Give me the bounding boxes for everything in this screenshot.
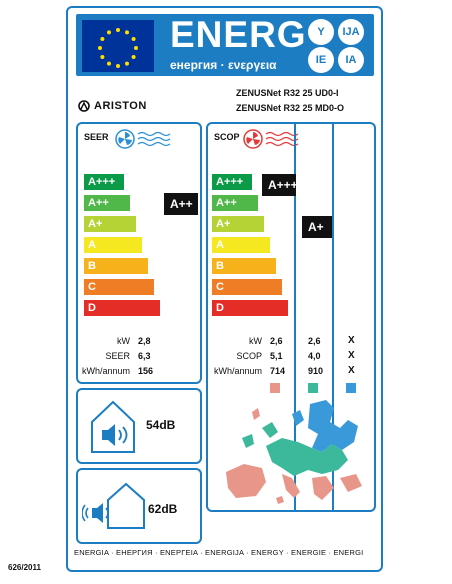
scop-kw-warm: 2,6 bbox=[270, 336, 283, 346]
brand-name: ARISTON bbox=[94, 100, 147, 112]
regulation-number: 626/2011 bbox=[8, 563, 41, 572]
scop-scop-warm: 5,1 bbox=[270, 351, 283, 361]
model-indoor: ZENUSNet R32 25 UD0-I bbox=[236, 88, 339, 98]
outdoor-noise-icon bbox=[82, 478, 148, 536]
lang-badge-ia: IA bbox=[338, 47, 364, 73]
scop-kwh-warm: 714 bbox=[270, 366, 286, 376]
energy-subtitle: енергия · ενεργεια bbox=[170, 58, 277, 72]
zone-cold-swatch bbox=[346, 383, 356, 393]
seer-class-a-plus-plus: A++ bbox=[84, 195, 130, 211]
energy-label bbox=[8, 6, 383, 572]
scop-class-a-plus: A+ bbox=[212, 216, 264, 232]
scop-kwh-cold: X bbox=[348, 365, 355, 376]
zone-average-swatch bbox=[308, 383, 318, 393]
seer-class-d: D bbox=[84, 300, 160, 316]
seer-seer-label: SEER bbox=[105, 351, 130, 361]
europe-climate-map-icon bbox=[222, 398, 368, 508]
noise-indoor-panel bbox=[76, 388, 202, 464]
outdoor-noise-value: 62dB bbox=[148, 502, 178, 516]
seer-class-a-plus: A+ bbox=[84, 216, 136, 232]
heating-fan-icon bbox=[242, 128, 300, 150]
seer-title: SEER bbox=[84, 132, 109, 142]
scop-class-c: C bbox=[212, 279, 282, 295]
scop-kwh-label: kWh/annum bbox=[213, 366, 262, 376]
seer-class-b: B bbox=[84, 258, 148, 274]
scop-kw-cold: X bbox=[348, 335, 355, 346]
indoor-noise-icon bbox=[88, 396, 138, 456]
scop-scop-label: SCOP bbox=[236, 351, 262, 361]
seer-rating-arrow: A++ bbox=[164, 193, 198, 215]
lang-badge-y: Y bbox=[308, 19, 334, 45]
seer-class-c: C bbox=[84, 279, 154, 295]
scop-kw-average: 2,6 bbox=[308, 336, 321, 346]
indoor-noise-value: 54dB bbox=[146, 418, 176, 432]
scop-scop-cold: X bbox=[348, 350, 355, 361]
lang-badge-ie: IE bbox=[308, 47, 334, 73]
scop-class-a: A bbox=[212, 237, 270, 253]
seer-seer-value: 6,3 bbox=[138, 351, 151, 361]
noise-outdoor-panel bbox=[76, 468, 202, 544]
seer-panel bbox=[76, 122, 202, 384]
brand-logo bbox=[78, 100, 147, 112]
model-outdoor: ZENUSNet R32 25 MD0-O bbox=[236, 103, 345, 113]
scop-rating-average-arrow: A+ bbox=[302, 216, 332, 238]
label-header bbox=[76, 14, 374, 76]
seer-kw-label: kW bbox=[117, 336, 130, 346]
energy-title: ENERG bbox=[170, 14, 307, 55]
cooling-fan-icon bbox=[114, 128, 172, 150]
lang-badge-ija: IJA bbox=[338, 19, 364, 45]
seer-kw-value: 2,8 bbox=[138, 336, 151, 346]
scop-class-a-plus-plus: A++ bbox=[212, 195, 258, 211]
footer-languages: ENERGIA · ЕНЕРГИЯ · ΕΝΕΡΓΕΙΑ · ENERGIJA · ENERGY · ENERGIE · ENERGI bbox=[74, 548, 364, 557]
seer-kwh-label: kWh/annum bbox=[81, 366, 130, 376]
ariston-logo-icon bbox=[78, 100, 90, 112]
scop-kwh-average: 910 bbox=[308, 366, 324, 376]
scop-class-a-plus-plus-plus: A+++ bbox=[212, 174, 252, 190]
scop-panel bbox=[206, 122, 376, 512]
eu-flag-icon bbox=[82, 20, 154, 72]
seer-kwh-value: 156 bbox=[138, 366, 154, 376]
scop-scop-average: 4,0 bbox=[308, 351, 321, 361]
scop-title: SCOP bbox=[214, 132, 240, 142]
seer-class-a-plus-plus-plus: A+++ bbox=[84, 174, 124, 190]
zone-warm-swatch bbox=[270, 383, 280, 393]
scop-class-b: B bbox=[212, 258, 276, 274]
scop-class-d: D bbox=[212, 300, 288, 316]
seer-class-a: A bbox=[84, 237, 142, 253]
scop-kw-label: kW bbox=[249, 336, 262, 346]
scop-rating-warm-arrow: A+++ bbox=[262, 174, 296, 196]
